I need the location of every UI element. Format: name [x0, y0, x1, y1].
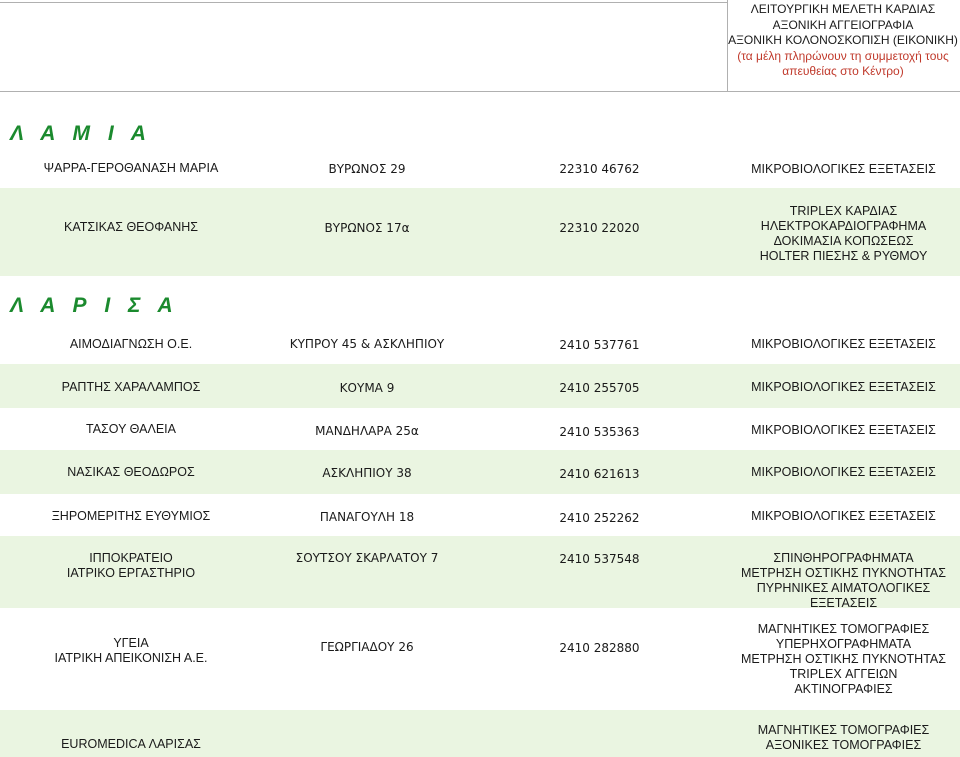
service-line: ΠΥΡΗΝΙΚΕΣ ΑΙΜΑΤΟΛΟΓΙΚΕΣ ΕΞΕΤΑΣΕΙΣ: [756, 581, 931, 610]
provider-name: ΡΑΠΤΗΣ ΧΑΡΑΛΑΜΠΟΣ: [61, 380, 201, 394]
service-line: ΜΙΚΡΟΒΙΟΛΟΓΙΚΕΣ ΕΞΕΤΑΣΕΙΣ: [751, 380, 936, 394]
table-row: [0, 536, 960, 608]
table-row: [0, 710, 960, 757]
provider-name: ΞΗΡΟΜΕΡΙΤΗΣ ΕΥΘΥΜΙΟΣ: [51, 509, 211, 523]
provider-phone: 2410 621613: [559, 467, 640, 481]
service-line: ΑΞΟΝΙΚΕΣ ΤΟΜΟΓΡΑΦΙΕΣ: [765, 738, 922, 752]
provider-phone: 22310 22020: [559, 221, 640, 235]
divider: [0, 91, 960, 92]
provider-services: [727, 509, 960, 524]
service-line: HOLTER ΠΙΕΣΗΣ & ΡΥΘΜΟΥ: [759, 249, 928, 263]
service-line: ΥΠΕΡΗΧΟΓΡΑΦΗΜΑΤΑ: [775, 637, 912, 651]
table-row: [0, 608, 960, 710]
provider-phone: 2410 252262: [559, 511, 640, 525]
header-block: [0, 0, 960, 90]
provider-phone: 2410 282880: [559, 641, 640, 655]
divider: [0, 2, 727, 3]
provider-services: [727, 723, 960, 753]
provider-services: [727, 423, 960, 438]
provider-address: ΒΥΡΩΝΟΣ 29: [328, 162, 406, 176]
service-line: ΜΙΚΡΟΒΙΟΛΟΓΙΚΕΣ ΕΞΕΤΑΣΕΙΣ: [751, 423, 936, 437]
service-line: ΣΠΙΝΘΗΡΟΓΡΑΦΗΜΑΤΑ: [773, 551, 914, 565]
provider-phone: 2410 535363: [559, 425, 640, 439]
header-services: [727, 0, 959, 90]
provider-services: [727, 204, 960, 264]
table-row: [0, 408, 960, 450]
provider-name-line: ΥΓΕΙΑ: [113, 636, 149, 650]
provider-phone: 2410 537548: [559, 552, 640, 566]
header-line: ΛΕΙΤΟΥΡΓΙΚΗ ΜΕΛΕΤΗ ΚΑΡΔΙΑΣ: [750, 2, 936, 16]
section-title-lamia: Λ Α Μ Ι Α: [10, 122, 152, 145]
header-line: ΑΞΟΝΙΚΗ ΚΟΛΟΝΟΣΚΟΠΙΣΗ (ΕΙΚΟΝΙΚΗ): [728, 33, 958, 48]
provider-services: [727, 162, 960, 177]
service-line: TRIPLEX ΚΑΡΔΙΑΣ: [789, 204, 898, 218]
provider-address: ΓΕΩΡΓΙΑΔΟΥ 26: [320, 640, 414, 654]
header-note-line: (τα μέλη πληρώνουν τη συμμετοχή τους: [737, 48, 949, 63]
provider-address: ΒΥΡΩΝΟΣ 17α: [324, 221, 410, 235]
table-row: [0, 152, 960, 188]
provider-name: EUROMEDICA ΛΑΡΙΣΑΣ: [61, 737, 201, 751]
service-line: ΔΟΚΙΜΑΣΙΑ ΚΟΠΩΣΕΩΣ: [773, 234, 914, 248]
header-line: ΑΞΟΝΙΚΗ ΑΓΓΕΙΟΓΡΑΦΙΑ: [772, 17, 914, 32]
service-line: ΜΙΚΡΟΒΙΟΛΟΓΙΚΕΣ ΕΞΕΤΑΣΕΙΣ: [751, 162, 936, 176]
provider-address: ΣΟΥΤΣΟΥ ΣΚΑΡΛΑΤΟΥ 7: [295, 551, 439, 565]
service-line: ΜΕΤΡΗΣΗ ΟΣΤΙΚΗΣ ΠΥΚΝΟΤΗΤΑΣ: [741, 652, 946, 666]
provider-address: ΚΥΠΡΟΥ 45 & ΑΣΚΛΗΠΙΟΥ: [289, 337, 445, 351]
provider-name: ΚΑΤΣΙΚΑΣ ΘΕΟΦΑΝΗΣ: [64, 220, 198, 234]
section-title-larisa: Λ Α Ρ Ι Σ Α: [10, 294, 179, 317]
provider-name: [0, 551, 262, 581]
provider-name: ΤΑΣΟΥ ΘΑΛΕΙΑ: [85, 422, 176, 436]
service-line: ΜΕΤΡΗΣΗ ΟΣΤΙΚΗΣ ΠΥΚΝΟΤΗΤΑΣ: [741, 566, 946, 580]
service-line: ΗΛΕΚΤΡΟΚΑΡΔΙΟΓΡΑΦΗΜΑ: [760, 219, 927, 233]
table-row: [0, 326, 960, 364]
provider-name-line: ΙΑΤΡΙΚΟ ΕΡΓΑΣΤΗΡΙΟ: [66, 566, 196, 580]
service-line: TRIPLEX ΑΓΓΕΙΩΝ: [789, 667, 898, 681]
provider-name: ΨΑΡΡΑ-ΓΕΡΟΘΑΝΑΣΗ ΜΑΡΙΑ: [43, 161, 219, 175]
provider-services: [727, 380, 960, 395]
provider-name-line: ΙΠΠΟΚΡΑΤΕΙΟ: [89, 551, 173, 565]
table-row: [0, 188, 960, 276]
service-line: ΜΑΓΝΗΤΙΚΕΣ ΤΟΜΟΓΡΑΦΙΕΣ: [757, 723, 930, 737]
service-line: ΜΙΚΡΟΒΙΟΛΟΓΙΚΕΣ ΕΞΕΤΑΣΕΙΣ: [751, 509, 936, 523]
provider-name-line: ΙΑΤΡΙΚΗ ΑΠΕΙΚΟΝΙΣΗ Α.Ε.: [54, 651, 208, 665]
provider-name: [0, 636, 262, 666]
table-row: [0, 450, 960, 494]
provider-address: ΚΟΥΜΑ 9: [339, 381, 395, 395]
provider-services: [727, 551, 960, 611]
service-line: ΜΙΚΡΟΒΙΟΛΟΓΙΚΕΣ ΕΞΕΤΑΣΕΙΣ: [751, 337, 936, 351]
provider-services: [727, 622, 960, 697]
table-row: [0, 494, 960, 536]
provider-services: [727, 465, 960, 480]
header-note-line: απευθείας στο Κέντρο): [782, 64, 904, 79]
provider-address: ΜΑΝΔΗΛΑΡΑ 25α: [315, 424, 419, 438]
provider-address: ΠΑΝΑΓΟΥΛΗ 18: [319, 510, 415, 524]
provider-phone: 2410 537761: [559, 338, 640, 352]
table-row: [0, 364, 960, 408]
service-line: ΜΑΓΝΗΤΙΚΕΣ ΤΟΜΟΓΡΑΦΙΕΣ: [757, 622, 930, 636]
service-line: ΜΙΚΡΟΒΙΟΛΟΓΙΚΕΣ ΕΞΕΤΑΣΕΙΣ: [751, 465, 936, 479]
provider-phone: 2410 255705: [559, 381, 640, 395]
provider-phone: 22310 46762: [559, 162, 640, 176]
provider-name: ΑΙΜΟΔΙΑΓΝΩΣΗ Ο.Ε.: [69, 337, 193, 351]
provider-name: ΝΑΣΙΚΑΣ ΘΕΟΔΩΡΟΣ: [67, 465, 195, 479]
provider-address: ΑΣΚΛΗΠΙΟΥ 38: [322, 466, 412, 480]
service-line: ΑΚΤΙΝΟΓΡΑΦΙΕΣ: [794, 682, 893, 696]
provider-services: [727, 337, 960, 352]
